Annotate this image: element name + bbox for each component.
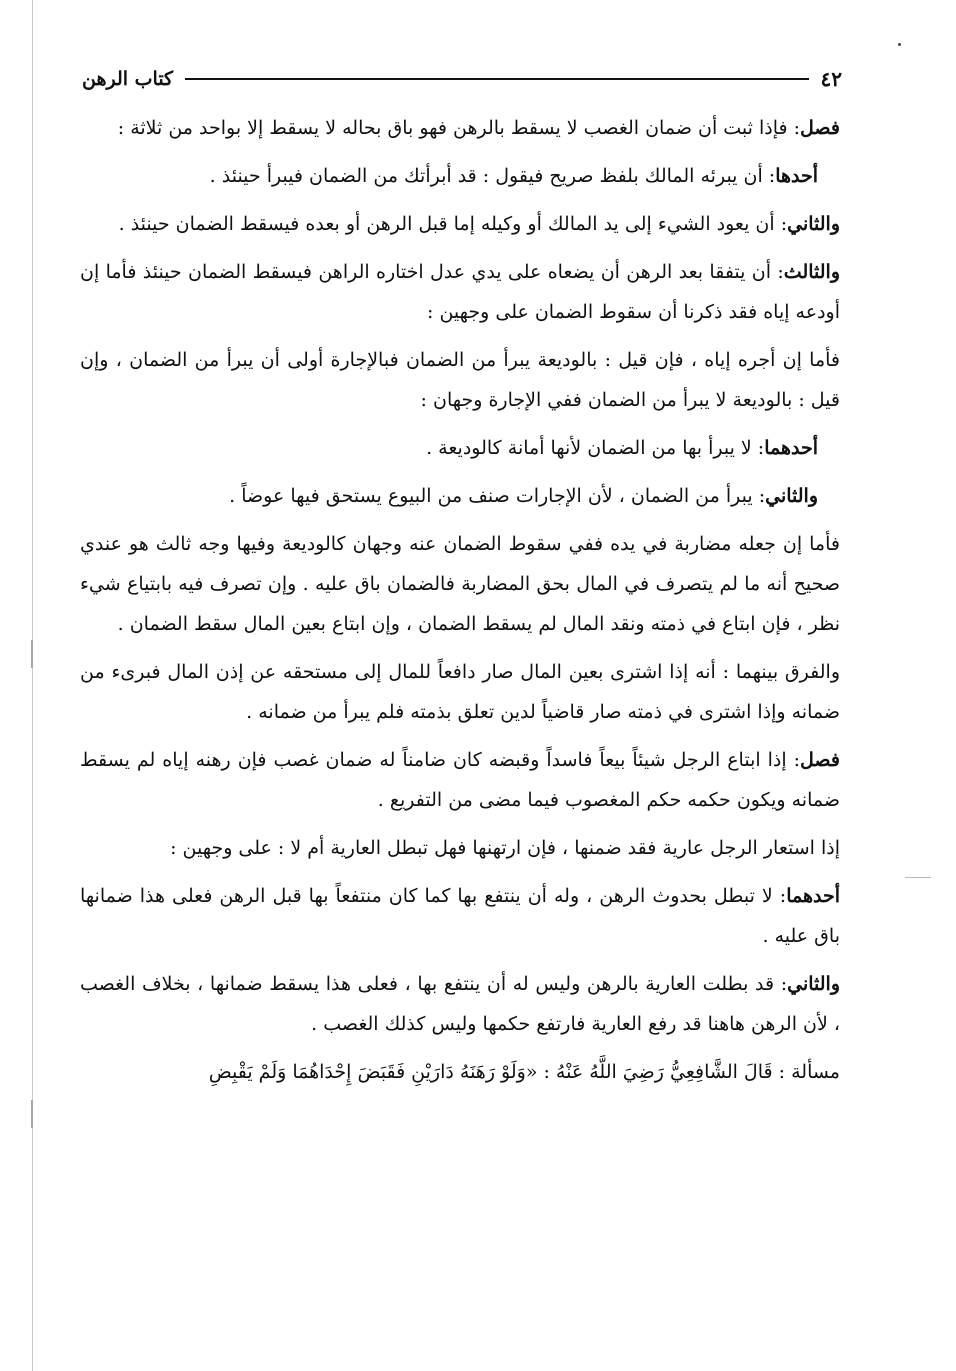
paragraph <box>80 340 840 420</box>
paragraph-text: يبرأ من الضمان ، لأن الإجارات صنف من البيوع يستحق فيها عوضاً . <box>229 485 753 507</box>
lead-separator: : <box>787 117 801 139</box>
page-edge-mark <box>31 1100 33 1128</box>
speck-dot <box>898 43 901 46</box>
paragraph-lead: أحدهما <box>764 437 818 459</box>
paragraph-text: لا تبطل بحدوث الرهن ، وله أن ينتفع بها كما كان منتفعاً بها قبل الرهن فعلى هذا ضمانها باق عليه . <box>80 885 840 947</box>
lead-separator: : <box>771 261 784 283</box>
paragraph-lead: أحدهما <box>786 885 840 907</box>
paragraph-lead: والثاني <box>787 973 840 995</box>
paragraph <box>80 876 840 956</box>
page-body <box>80 108 840 1100</box>
paragraph <box>80 476 840 516</box>
paragraph-text: إذا استعار الرجل عارية فقد ضمنها ، فإن ارتهنها فهل تبطل العارية أم لا : على وجهين : <box>170 837 840 859</box>
lead-separator: : <box>762 165 776 187</box>
paragraph <box>80 108 840 148</box>
paragraph-text: أن يتفقا بعد الرهن أن يضعاه على يدي عدل اختاره الراهن فيسقط الضمان حينئذ فأما إن أودعه إياه فقد ذكرنا أن سقوط الضمان على وجهين : <box>80 261 840 323</box>
paragraph <box>80 252 840 332</box>
lead-separator: : <box>752 485 766 507</box>
page-edge-line <box>32 0 33 1371</box>
paragraph <box>80 524 840 644</box>
paragraph-lead: والثالث <box>783 261 840 283</box>
lead-separator: : <box>772 1061 792 1083</box>
paragraph-text: قد بطلت العارية بالرهن وليس له أن ينتفع بها ، فعلى هذا يسقط ضمانها ، بخلاف الغصب ، لأن الرهن هاهنا قد رفع العارية فارتفع حكمها وليس كذلك الغصب . <box>80 973 840 1035</box>
lead-separator: : <box>774 213 788 235</box>
paragraph-lead: فصل <box>800 117 840 139</box>
paragraph <box>80 652 840 732</box>
paragraph-lead: فصل <box>800 749 840 771</box>
paragraph-text: فإذا ثبت أن ضمان الغصب لا يسقط بالرهن فهو باق بحاله لا يسقط إلا بواحد من ثلاثة : <box>117 117 788 139</box>
paragraph <box>80 204 840 244</box>
paragraph <box>80 740 840 820</box>
header-rule <box>185 78 808 80</box>
paragraph-text: لا يبرأ بها من الضمان لأنها أمانة كالوديعة . <box>426 437 752 459</box>
quoted-text: قَالَ الشَّافِعِيُّ رَضِيَ اللَّهُ عَنْهُ : «وَلَوْ رَهَنَهُ دَارَيْنِ فَقَبَضَ إِحْدَاهُمَا وَلَمْ يَقْبِضِ <box>208 1061 773 1083</box>
lead-separator: : <box>774 973 788 995</box>
paragraph <box>80 1052 840 1092</box>
book-title: كتاب الرهن <box>82 68 174 90</box>
paragraph-lead: والثاني <box>787 213 840 235</box>
paragraph-text: فأما إن أجره إياه ، فإن قيل : بالوديعة يبرأ من الضمان فبالإجارة أولى أن يبرأ من الضمان ، وإن قيل : بالوديعة لا يبرأ من الضمان ففي الإجارة وجهان : <box>80 349 840 411</box>
paragraph <box>80 964 840 1044</box>
paragraph-text: فأما إن جعله مضاربة في يده ففي سقوط الضمان عنه وجهان كالوديعة وفيها وجه ثالث هو عندي صحيح أنه ما لم يتصرف في المال بحق المضاربة فالضمان باق عليه . وإن تصرف فيه بابتياع شيء نظر ، فإن ابتاع في ذمته ونقد المال لم يسقط الضمان ، وإن ابتاع بعين المال سقط الضمان . <box>80 533 840 635</box>
paragraph <box>80 156 840 196</box>
paragraph <box>80 828 840 868</box>
running-header <box>82 64 842 94</box>
paragraph-text: والفرق بينهما : أنه إذا اشترى بعين المال صار دافعاً للمال إلى مستحقه عن إذن المال فبرىء من ضمانه وإذا اشترى في ذمته صار قاضياً لدين تعلق بذمته فلم يبرأ من ضمانه . <box>80 661 840 723</box>
paragraph-lead: مسألة <box>791 1061 840 1083</box>
paragraph <box>80 428 840 468</box>
paragraph-text: أن يعود الشيء إلى يد المالك أو وكيله إما قبل الرهن أو بعده فيسقط الضمان حينئذ . <box>118 213 775 235</box>
paragraph-lead: أحدها <box>775 165 818 187</box>
page-edge-mark <box>31 640 33 668</box>
page-number: ٤٢ <box>820 67 842 91</box>
paragraph-lead: والثاني <box>765 485 818 507</box>
lead-separator: : <box>751 437 765 459</box>
paragraph-text: أن يبرئه المالك بلفظ صريح فيقول : قد أبرأتك من الضمان فيبرأ حينئذ . <box>209 165 763 187</box>
paragraph-text: إذا ابتاع الرجل شيئاً بيعاً فاسداً وقبضه كان ضامناً له ضمان غصب فإن رهنه إياه لم يسقط ضمانه ويكون حكمه حكم المغصوب فيما مضى من التفريع . <box>80 749 840 811</box>
lead-separator: : <box>772 885 787 907</box>
margin-dash <box>905 877 931 878</box>
lead-separator: : <box>786 749 801 771</box>
